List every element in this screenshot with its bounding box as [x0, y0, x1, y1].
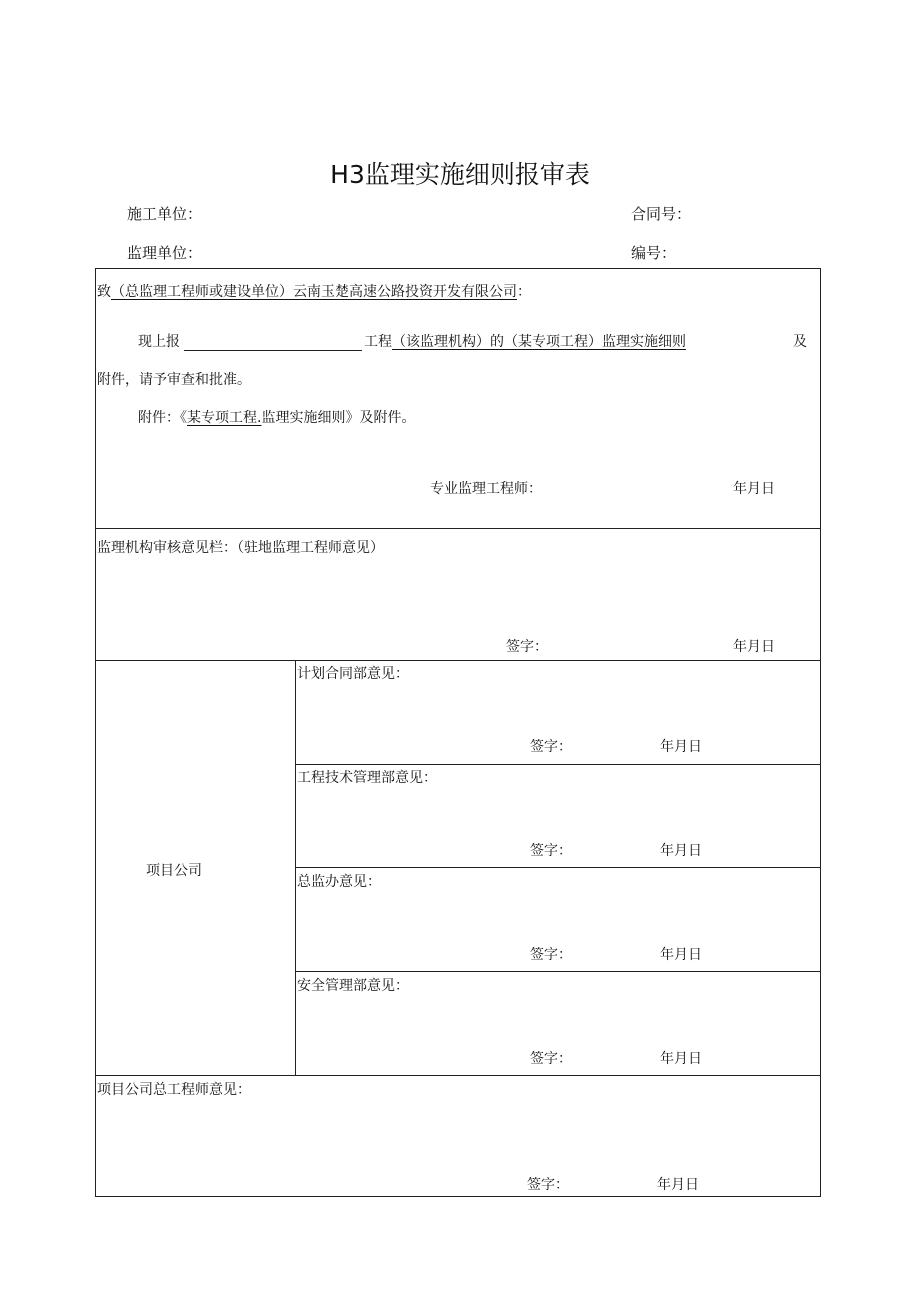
addressee-prefix: 致 [97, 284, 111, 300]
sign-label: 签字： [530, 739, 572, 755]
attachment-suffix: 监理实施细则》及附件。 [261, 410, 416, 426]
plan-contract-heading: 计划合同部意见： [297, 666, 409, 682]
date-label: 年月日 [660, 1051, 702, 1067]
sign-label: 签字： [506, 639, 548, 655]
safety-management-heading: 安全管理部意见： [297, 978, 409, 994]
project-name-blank[interactable] [184, 336, 362, 351]
date-label: 年月日 [660, 947, 702, 963]
page-title: H3监理实施细则报审表 [330, 160, 590, 189]
engineering-tech-heading: 工程技术管理部意见： [297, 770, 437, 786]
date-label: 年月日 [733, 481, 775, 497]
report-prefix: 现上报 [138, 334, 180, 350]
divider-line [295, 660, 296, 1075]
date-label: 年月日 [660, 739, 702, 755]
date-label: 年月日 [660, 843, 702, 859]
divider-line [96, 1075, 820, 1076]
divider-line [295, 867, 820, 868]
addressee-line [97, 281, 531, 301]
contract-no-label: 合同号： [631, 205, 692, 223]
addressee-suffix: ： [517, 284, 531, 300]
review-heading: 监理机构审核意见栏：（驻地监理工程师意见） [97, 540, 384, 556]
divider-line [96, 528, 820, 529]
date-label: 年月日 [733, 639, 775, 655]
sign-label: 签字： [527, 1177, 569, 1193]
attachment-prefix: 附件：《 [138, 410, 187, 426]
divider-line [96, 660, 820, 661]
report-line-2: 附件，请予审查和批准。 [97, 372, 251, 388]
date-label: 年月日 [657, 1177, 699, 1193]
contractor-label: 施工单位： [127, 205, 203, 223]
project-company-label: 项目公司 [146, 863, 202, 879]
approval-form-table [95, 268, 821, 1197]
serial-no-label: 编号： [631, 244, 677, 262]
chief-engineer-heading: 项目公司总工程师意见： [97, 1082, 251, 1098]
report-and: 及 [793, 334, 807, 350]
attachment-project: 某专项工程. [187, 410, 262, 426]
divider-line [295, 764, 820, 765]
divider-line [295, 971, 820, 972]
report-line [138, 331, 686, 351]
attachment-line [138, 407, 415, 427]
addressee-name: （总监理工程师或建设单位）云南玉楚高速公路投资开发有限公司 [111, 284, 517, 300]
report-detail: （该监理机构）的（某专项工程）监理实施细则 [392, 334, 686, 350]
supervisor-label: 监理单位： [127, 244, 203, 262]
sign-label: 签字： [530, 947, 572, 963]
sign-label: 签字： [530, 843, 572, 859]
sign-label: 签字： [530, 1051, 572, 1067]
engineer-label: 专业监理工程师： [430, 481, 542, 497]
report-middle: 工程 [364, 334, 392, 350]
chief-supervision-heading: 总监办意见： [297, 874, 381, 890]
